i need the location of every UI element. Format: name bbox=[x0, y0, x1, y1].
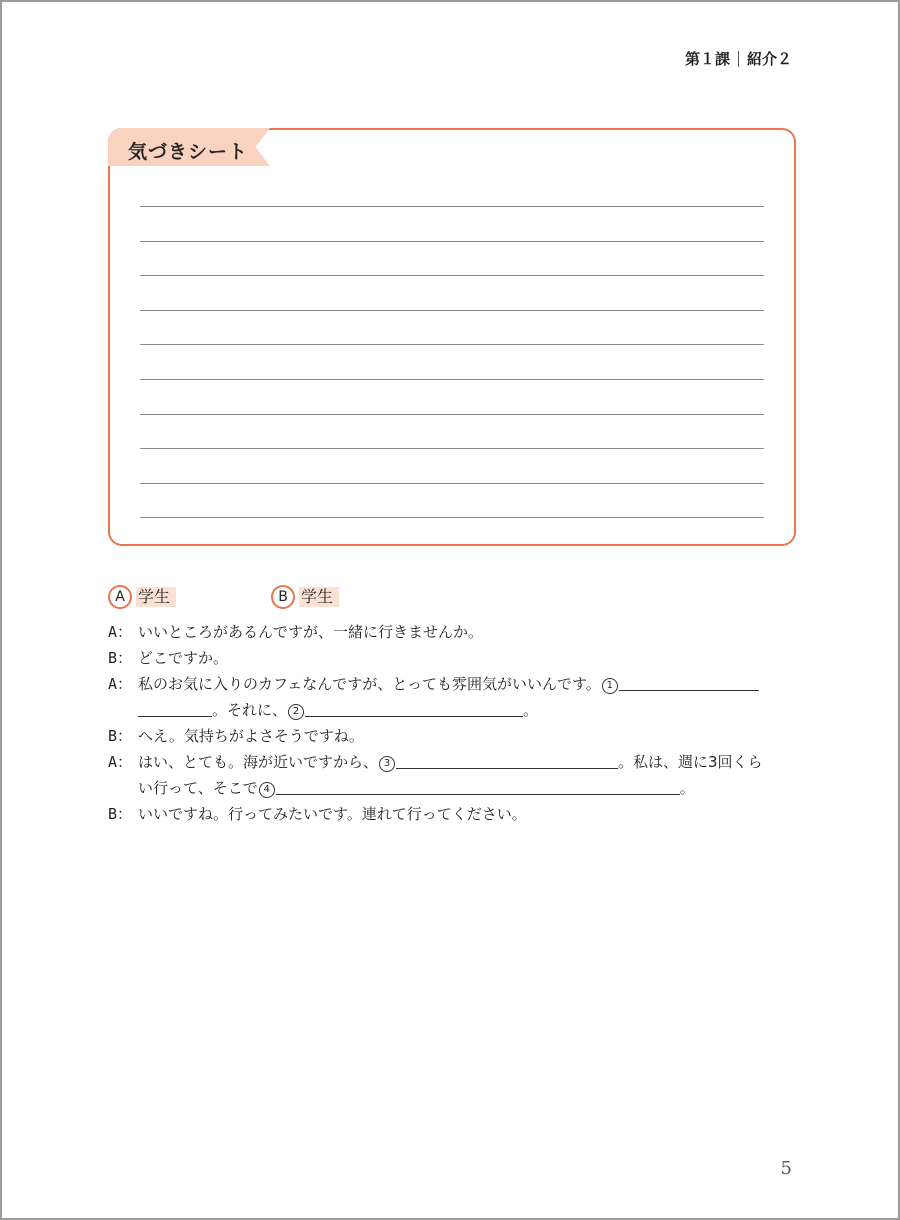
dialogue-turn bbox=[108, 619, 798, 645]
turn-text bbox=[138, 619, 798, 645]
role-b-label: 学生 bbox=[299, 587, 339, 607]
writing-line[interactable] bbox=[140, 379, 764, 380]
lesson-topic: 紹介２ bbox=[746, 50, 792, 68]
turn-line: いいところがあるんですが、一緒に行きませんか。 bbox=[138, 623, 484, 641]
role-a-label: 学生 bbox=[136, 587, 176, 607]
turn-text bbox=[138, 671, 798, 723]
speaker-label: B： bbox=[108, 649, 133, 667]
writing-line[interactable] bbox=[140, 241, 764, 242]
turn-text bbox=[138, 645, 798, 671]
turn-line bbox=[138, 749, 798, 775]
blank-number: 1 bbox=[602, 678, 618, 694]
answer-blank-1-cont[interactable] bbox=[138, 700, 212, 717]
role-b bbox=[271, 585, 339, 609]
role-b-badge: B bbox=[271, 585, 295, 609]
notice-sheet-box bbox=[108, 128, 796, 546]
writing-line[interactable] bbox=[140, 275, 764, 276]
turn-text bbox=[138, 749, 798, 801]
turn-line bbox=[138, 671, 798, 697]
dialogue-turn bbox=[108, 671, 798, 723]
turn-segment: 私のお気に入りのカフェなんですが、とっても雰囲気がいいんです。 bbox=[138, 675, 601, 693]
dialogue-turn bbox=[108, 723, 798, 749]
page-number: 5 bbox=[780, 1158, 792, 1179]
dialogue-turn bbox=[108, 801, 798, 827]
speaker-label: A： bbox=[108, 675, 133, 693]
speaker-label: A： bbox=[108, 623, 133, 641]
turn-segment: 。 bbox=[523, 701, 539, 719]
turn-text bbox=[138, 801, 798, 827]
turn-text bbox=[138, 723, 798, 749]
blank-number: 3 bbox=[379, 756, 395, 772]
header-divider bbox=[738, 51, 739, 67]
dialogue-turn bbox=[108, 749, 798, 801]
writing-line[interactable] bbox=[140, 483, 764, 484]
answer-blank-3[interactable] bbox=[396, 752, 618, 769]
blank-number: 4 bbox=[259, 782, 275, 798]
role-a bbox=[108, 585, 176, 609]
blank-number: 2 bbox=[288, 704, 304, 720]
turn-line: どこですか。 bbox=[138, 649, 229, 667]
page-header bbox=[685, 48, 792, 69]
turn-line bbox=[138, 697, 798, 723]
turn-line: へえ。気持ちがよさそうですね。 bbox=[138, 727, 364, 745]
answer-blank-2[interactable] bbox=[305, 700, 523, 717]
speaker-label: B： bbox=[108, 805, 133, 823]
role-a-badge: A bbox=[108, 585, 132, 609]
dialogue-turn bbox=[108, 645, 798, 671]
role-labels bbox=[108, 585, 434, 609]
turn-segment: 。それに、 bbox=[212, 701, 288, 719]
writing-lines bbox=[140, 206, 764, 552]
speaker-label: A： bbox=[108, 753, 133, 771]
turn-line: いいですね。行ってみたいです。連れて行ってください。 bbox=[138, 805, 527, 823]
answer-blank-4[interactable] bbox=[276, 778, 680, 795]
turn-segment: 。 bbox=[679, 779, 695, 797]
speaker-label: B： bbox=[108, 727, 133, 745]
turn-segment: はい、とても。海が近いですから、 bbox=[138, 753, 379, 771]
dialogue bbox=[108, 619, 798, 827]
writing-line[interactable] bbox=[140, 310, 764, 311]
writing-line[interactable] bbox=[140, 206, 764, 207]
writing-line[interactable] bbox=[140, 517, 764, 518]
writing-line[interactable] bbox=[140, 448, 764, 449]
writing-line[interactable] bbox=[140, 344, 764, 345]
turn-line bbox=[138, 775, 798, 801]
writing-line[interactable] bbox=[140, 414, 764, 415]
turn-segment: い行って、そこで bbox=[138, 779, 258, 797]
answer-blank-1[interactable] bbox=[619, 674, 759, 691]
lesson-number: 第１課 bbox=[684, 50, 730, 68]
sheet-title: 気づきシート bbox=[128, 141, 249, 163]
turn-segment: 。私は、週に3回くら bbox=[618, 753, 763, 771]
